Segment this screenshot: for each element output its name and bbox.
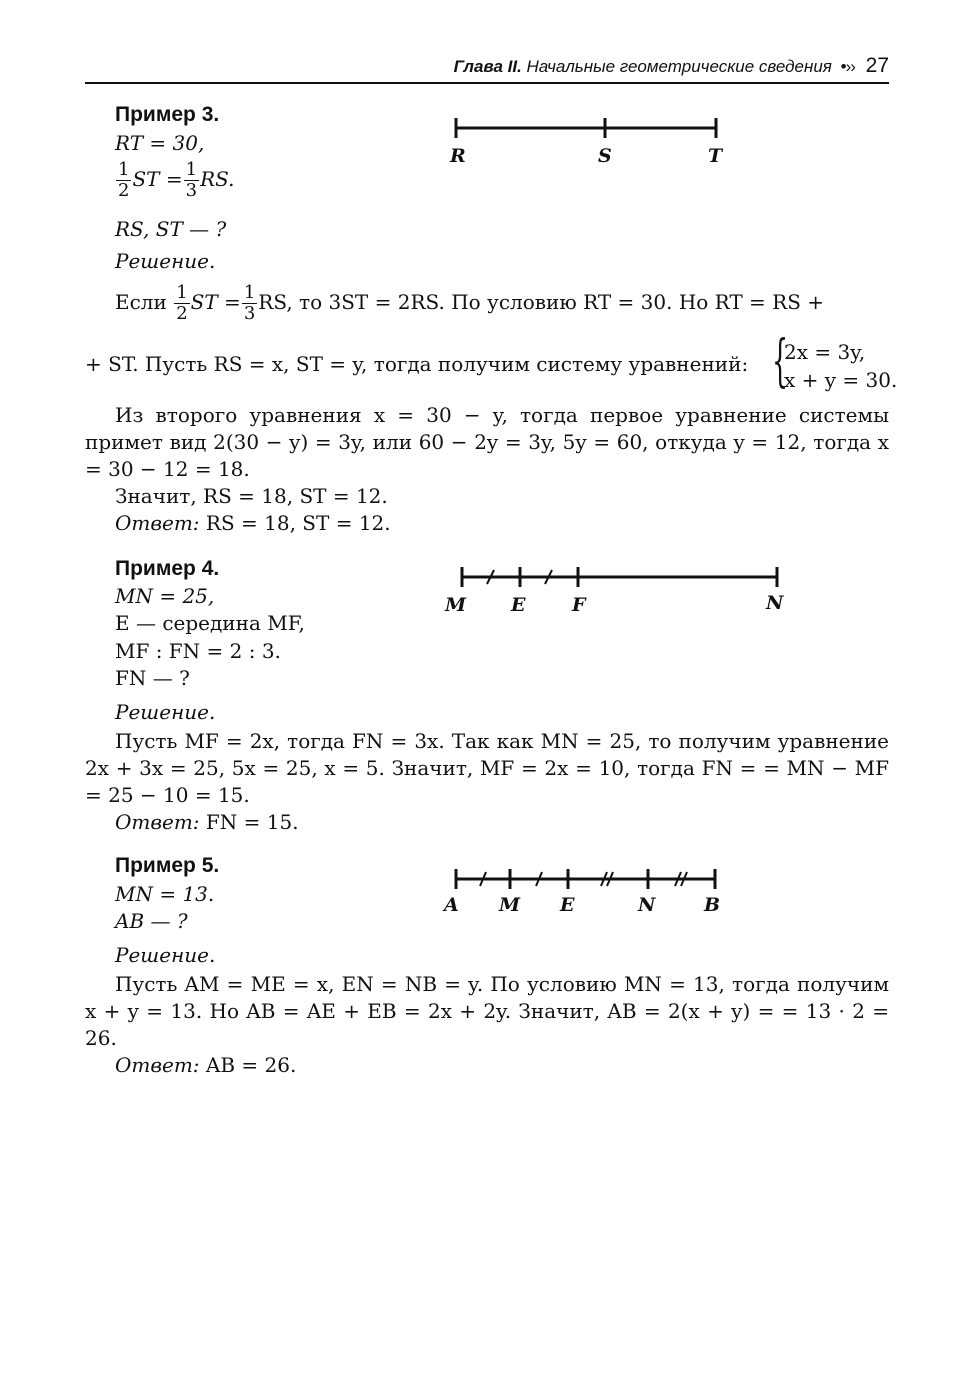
given-text: MN = 13.	[115, 882, 215, 906]
solution-text: ST =	[190, 290, 241, 314]
system-brace: {	[772, 329, 789, 394]
figure-segment-rst	[440, 112, 740, 172]
example-5-question	[115, 909, 188, 933]
example-4-given-1	[115, 584, 214, 608]
numerator: 1	[176, 282, 188, 303]
example-5-answer	[115, 1053, 296, 1077]
question-text: AB — ?	[115, 909, 188, 933]
denominator: 2	[118, 180, 130, 201]
solution-text: Если	[115, 290, 167, 314]
example-3-solution-line-2: + ST. Пусть RS = x, ST = y, тогда получим систему уравнений:	[85, 352, 749, 376]
example-4-solution-paragraph	[85, 728, 889, 809]
numerator: 1	[118, 159, 130, 180]
question-text: RS, ST — ?	[115, 217, 227, 241]
solution-text: Пусть AM = ME = x, EN = NB = y. По условию MN = 13, тогда получим x + y = 13. Но AB = AE + EB = 2x + 2y. Значит, AB = 2(x + y) = = 13 · 2 = 26.	[85, 972, 889, 1050]
answer-label: Ответ:	[115, 1053, 200, 1077]
example-3-solution-line-1	[115, 283, 824, 324]
example-5-given-1	[115, 882, 214, 906]
numerator: 1	[185, 159, 198, 180]
label-f: F	[572, 594, 586, 616]
label-b: B	[704, 894, 721, 916]
equation-system	[772, 329, 898, 394]
system-row-2: x + y = 30.	[784, 368, 898, 392]
label-m: M	[499, 894, 521, 916]
figure-segment-mefn	[445, 561, 795, 621]
label-e: E	[511, 594, 526, 616]
example-3-conclusion: Значит, RS = 18, ST = 12.	[115, 484, 388, 508]
example-3-title: Пример 3.	[115, 103, 220, 126]
example-5-solution-label: Решение.	[115, 943, 216, 967]
example-4-given-2: E — середина MF,	[115, 611, 305, 635]
label-e: E	[560, 894, 575, 916]
page-number: 27	[865, 54, 889, 77]
example-3-given-1	[115, 131, 204, 155]
page-header	[85, 52, 889, 84]
answer-label: Ответ:	[115, 511, 200, 535]
example-5-title: Пример 5.	[115, 854, 220, 877]
denominator: 3	[185, 180, 198, 201]
given-text: ST =	[132, 167, 183, 191]
answer-text: AB = 26.	[205, 1053, 297, 1077]
denominator: 3	[243, 303, 256, 324]
example-3-question	[115, 217, 226, 241]
label-t: T	[708, 145, 723, 167]
given-text: RT = 30,	[115, 131, 205, 155]
given-text: MN = 25,	[115, 584, 215, 608]
example-3-solution-paragraph	[85, 402, 889, 483]
example-4-question: FN — ?	[115, 666, 190, 690]
example-3-solution-label: Решение.	[115, 249, 216, 273]
answer-text: FN = 15.	[205, 810, 299, 834]
given-text: RS.	[200, 167, 235, 191]
system-row-1: 2x = 3y,	[784, 340, 866, 364]
answer-label: Ответ:	[115, 810, 200, 834]
solution-text: Пусть MF = 2x, тогда FN = 3x. Так как MN = 25, то получим уравнение 2x + 3x = 25, 5x = 25, x = 5. Значит, MF = 2x = 10, тогда FN = = MN − MF = 25 − 10 = 15.	[85, 729, 889, 807]
denominator: 2	[176, 303, 188, 324]
example-4-title: Пример 4.	[115, 557, 220, 580]
label-a: A	[444, 894, 459, 916]
label-m: M	[445, 594, 467, 616]
example-3-given-2	[115, 160, 234, 201]
label-n: N	[638, 894, 656, 916]
solution-text: RS, то 3ST = 2RS. По условию RT = 30. Но RT = RS +	[258, 290, 825, 314]
fraction	[116, 160, 131, 201]
solution-text: Из второго уравнения x = 30 − y, тогда первое уравнение системы примет вид 2(30 − y) = 3y, или 60 − 2y = 3y, 5y = 60, откуда y = 12, тогда x = 30 − 12 = 18.	[85, 403, 889, 481]
answer-text: RS = 18, ST = 12.	[205, 511, 391, 535]
example-4-answer	[115, 810, 299, 834]
fraction	[242, 283, 257, 324]
figure-segment-amenb	[440, 863, 740, 923]
label-n: N	[766, 592, 784, 614]
fraction	[174, 283, 189, 324]
label-s: S	[598, 145, 612, 167]
example-3-answer	[115, 511, 391, 535]
chapter-title: Начальные геометрические сведения	[526, 57, 832, 76]
example-4-given-3: MF : FN = 2 : 3.	[115, 639, 281, 663]
numerator: 1	[243, 282, 256, 303]
example-4-solution-label: Решение.	[115, 700, 216, 724]
label-r: R	[450, 145, 466, 167]
fraction	[184, 160, 199, 201]
header-dots: •››	[840, 57, 855, 76]
chapter-label: Глава II.	[453, 57, 522, 76]
example-5-solution-paragraph	[85, 971, 889, 1052]
